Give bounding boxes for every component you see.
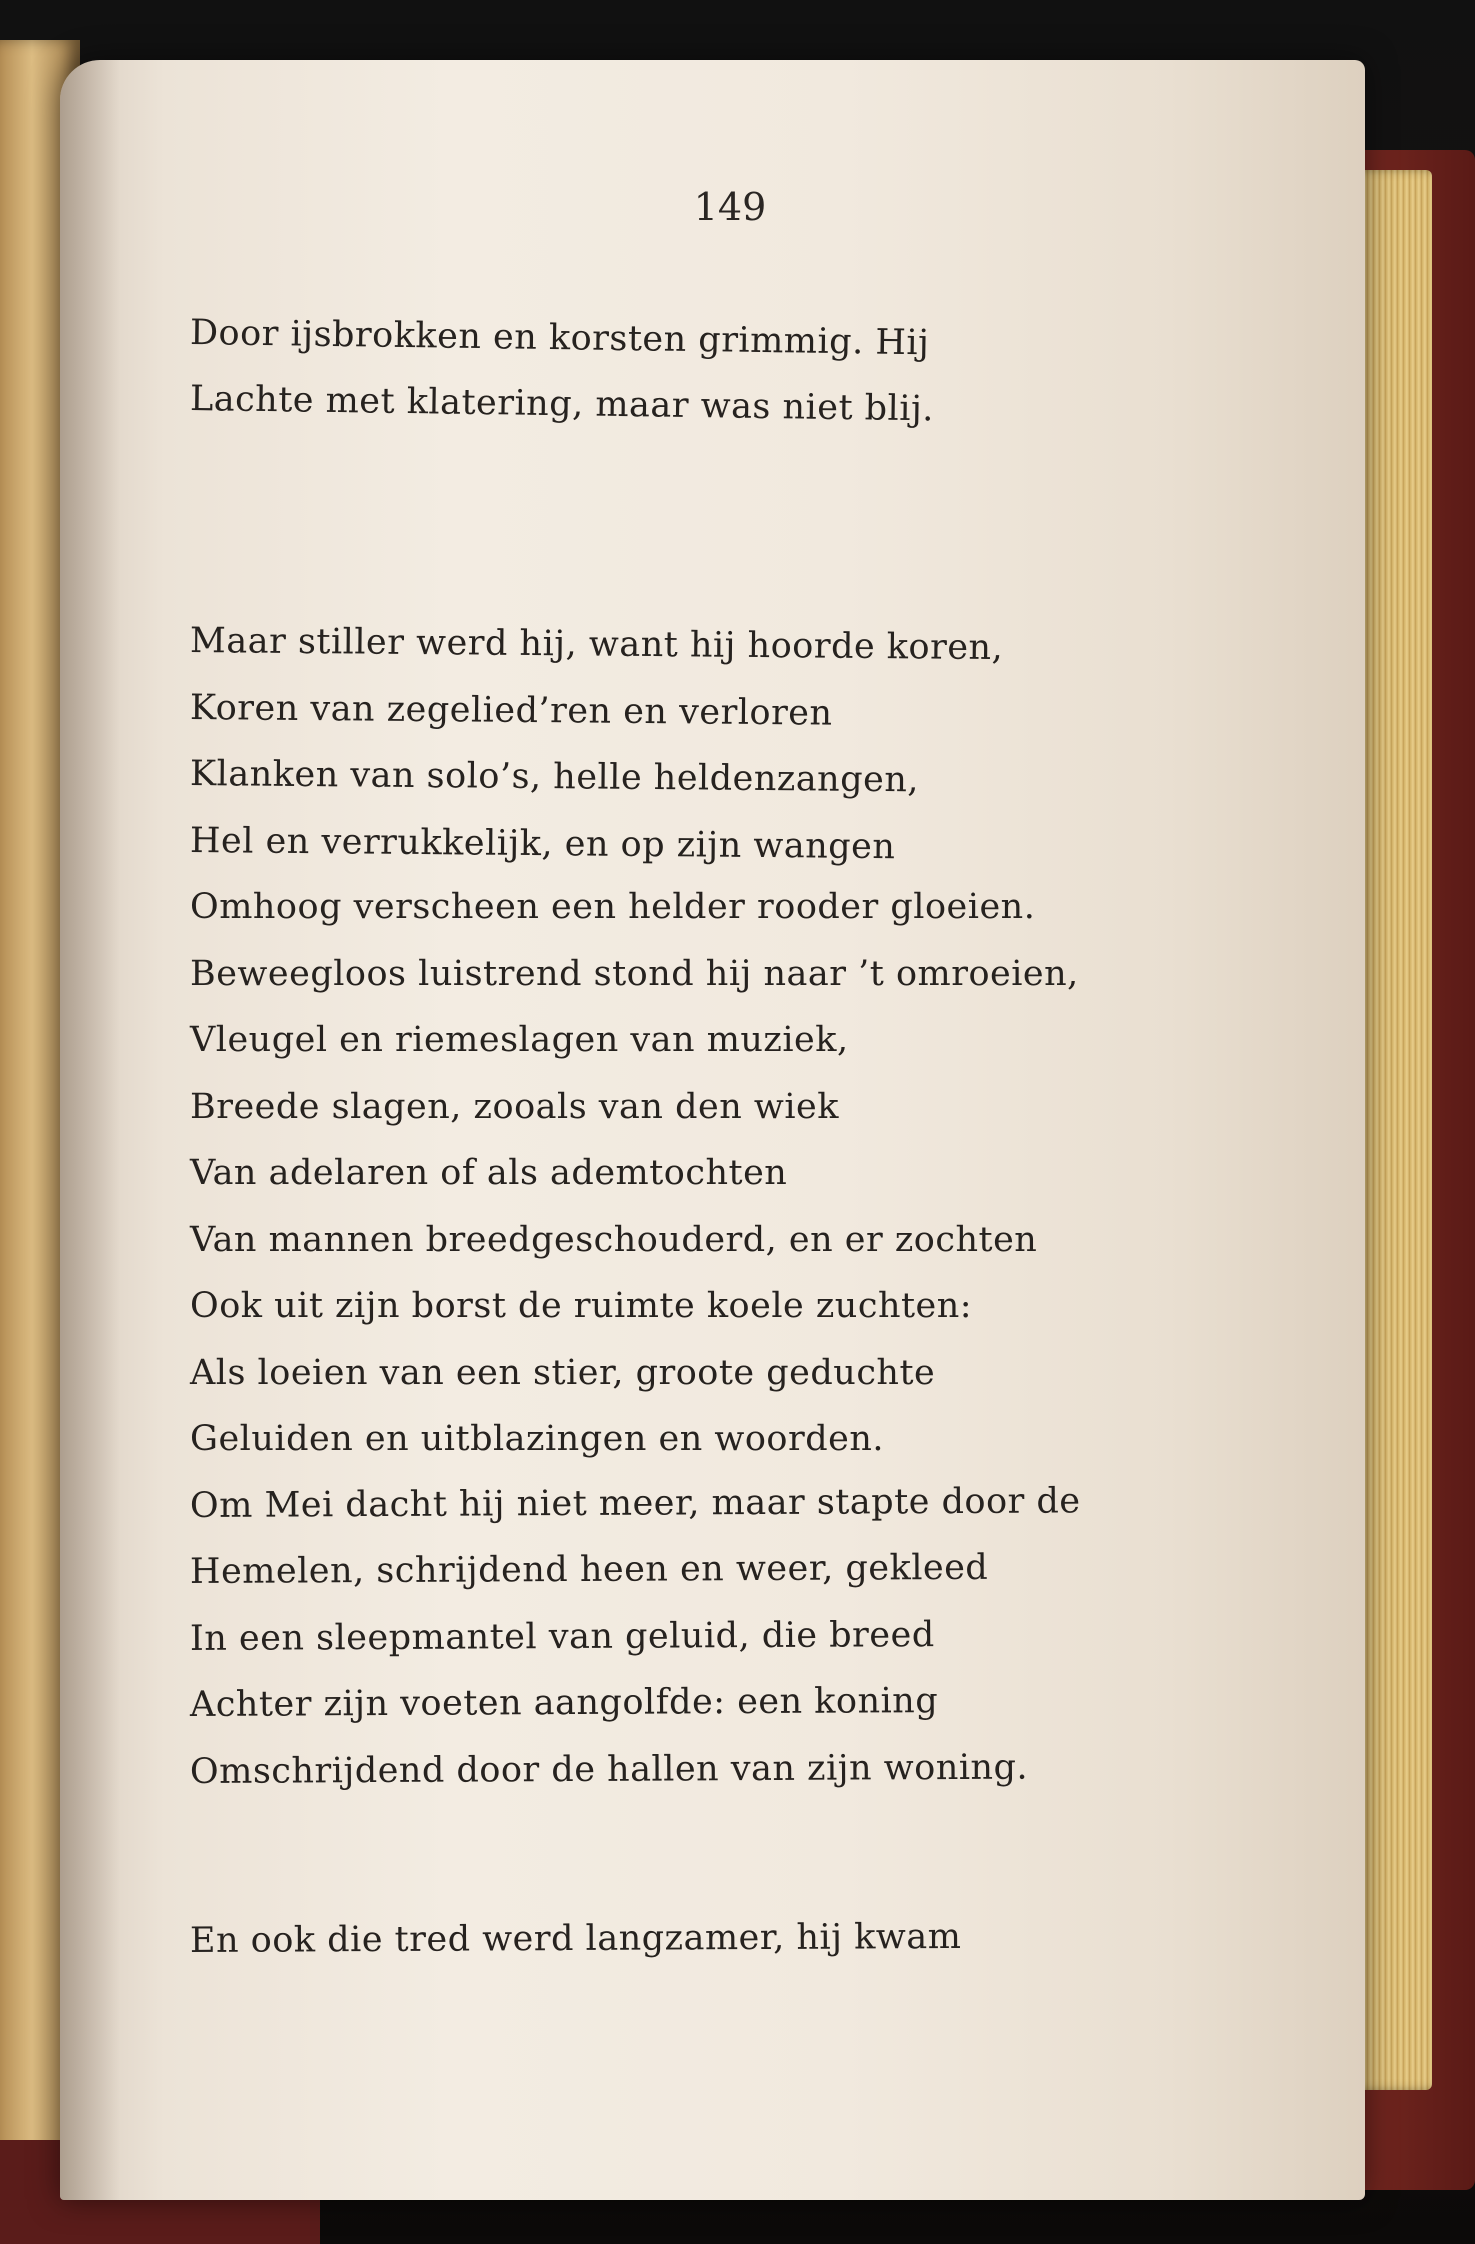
poem-line: Als loeien van een stier, groote geduchte [190, 1352, 936, 1393]
stanza-1 [190, 300, 934, 432]
page-number: 149 [693, 185, 767, 229]
poem-line: Geluiden en uitblazingen en woorden. [190, 1419, 884, 1459]
poem-line: Maar stiller werd hij, want hij hoorde koren, [189, 621, 1004, 669]
poem-line: Breede slagen, zooals van den wiek [190, 1086, 839, 1127]
poem-line: Hel en verrukkelijk, en op zijn wangen [189, 820, 896, 867]
poem-line: Lachte met klatering, maar was niet blij. [189, 379, 935, 430]
poem-line: Klanken van solo’s, helle heldenzangen, [189, 754, 920, 801]
poem-line: Om Mei dacht hij niet meer, maar stapte door de [189, 1480, 1081, 1526]
poem-line: In een sleepmantel van geluid, die breed [189, 1614, 935, 1659]
poem-line: Van mannen breedgeschouderd, en er zochten [190, 1219, 1038, 1260]
stanza-2 [190, 608, 1081, 1805]
poem-line: Achter zijn voeten aangolfde: een koning [189, 1681, 939, 1725]
poem-line: Van adelaren of als ademtochten [190, 1153, 788, 1193]
poem-line: Hemelen, schrijdend heen en weer, gekleed [189, 1547, 989, 1592]
poem-line: En ook die tred werd langzamer, hij kwam [189, 1916, 962, 1961]
stanza-3 [190, 1908, 961, 1974]
book-page [60, 60, 1365, 2200]
poem-line: Beweegloos luistrend stond hij naar ’t omroeien, [190, 953, 1079, 994]
poem-line: Ook uit zijn borst de ruimte koele zuchten: [190, 1286, 973, 1326]
poem-line: Omhoog verscheen een helder rooder gloeien. [190, 887, 1036, 927]
poem-line: Omschrijdend door de hallen van zijn woning. [189, 1747, 1029, 1792]
poem-line: Vleugel en riemeslagen van muziek, [190, 1020, 849, 1060]
poem-line: Koren van zegelied’ren en verloren [189, 687, 833, 734]
poem-line: Door ijsbrokken en korsten grimmig. Hij [189, 313, 930, 364]
